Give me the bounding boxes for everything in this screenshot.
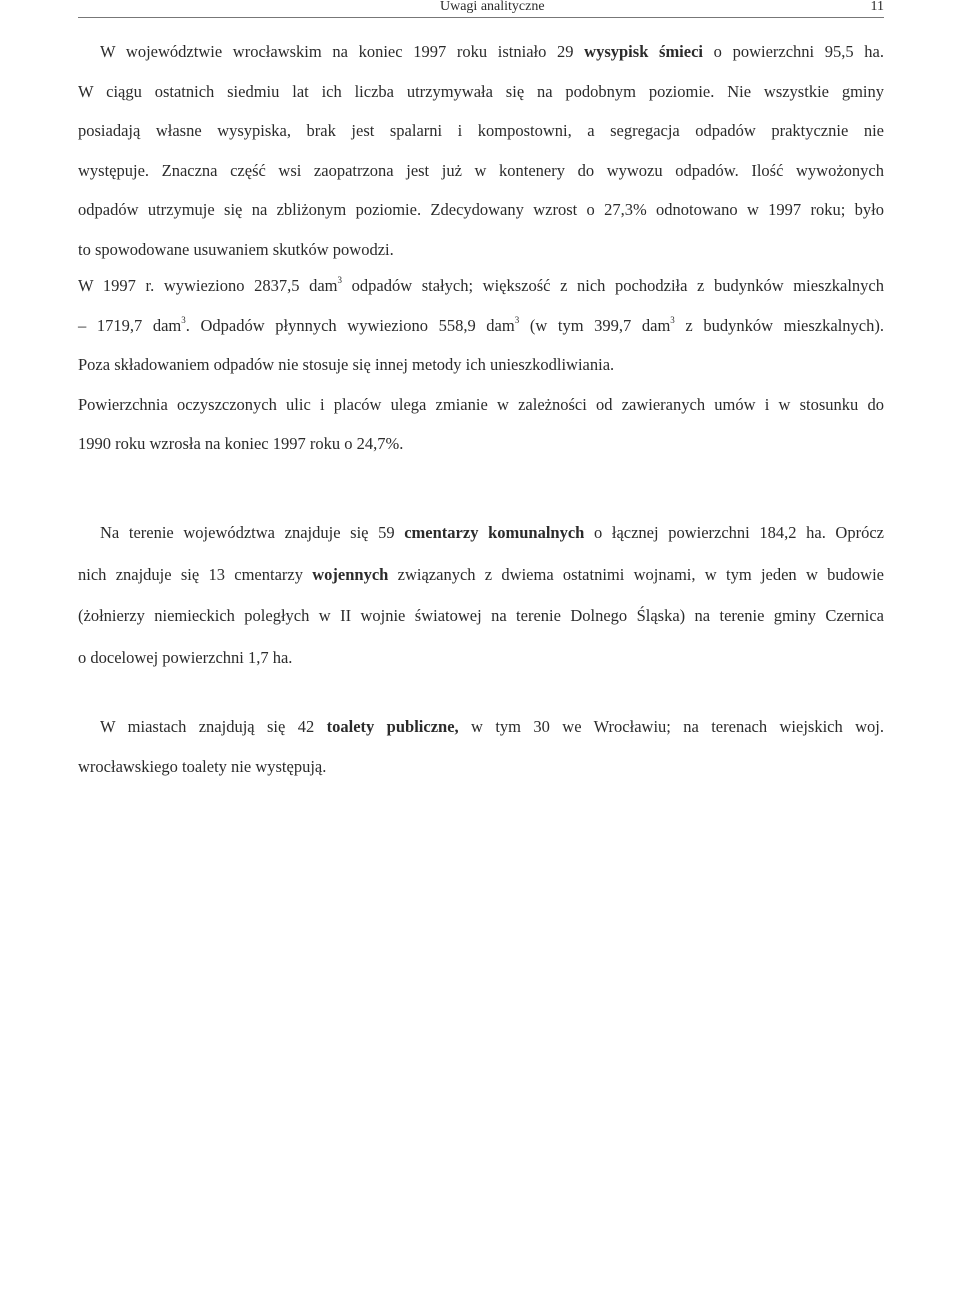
text-line: nich znajduje się 13 cmentarzy wojennych związanych z dwiema ostatnimi wojnami, w tym jeden w budowie: [78, 564, 884, 584]
text-line: to spowodowane usuwaniem skutków powodzi.: [78, 239, 394, 259]
term-municipal-cemeteries: cmentarzy komunalnych: [404, 523, 585, 542]
text-line: (żołnierzy niemieckich poległych w II wojnie światowej na terenie Dolnego Śląska) na terenie gminy Czernica: [78, 606, 884, 625]
text-line: posiadają własne wysypiska, brak jest spalarni i kompostowni, a segregacja odpadów praktycznie nie: [78, 121, 884, 140]
paragraph-cemeteries: [78, 512, 884, 678]
term-public-toilets: toalety publiczne,: [326, 717, 459, 736]
term-war-cemeteries: wojennych: [312, 564, 389, 584]
text-line: Na terenie województwa znajduje się 59 cmentarzy komunalnych o łącznej powierzchni 184,2 ha. Oprócz: [100, 523, 884, 542]
text-line: wrocławskiego toalety nie występują.: [78, 757, 327, 776]
paragraph-waste-removal: [78, 266, 884, 464]
page-number: 11: [870, 0, 884, 14]
text-line: odpadów utrzymuje się na zbliżonym poziomie. Zdecydowany wzrost o 27,3% odnotowano w 1997 roku; było: [78, 200, 884, 219]
header-title: Uwagi analityczne: [440, 0, 545, 14]
term-landfills: wysypisk śmieci: [584, 42, 704, 61]
text-line: W miastach znajdują się 42 toalety publiczne, w tym 30 we Wrocławiu; na terenach wiejskich woj.: [100, 717, 884, 736]
text-line: – 1719,7 dam$^3$. Odpadów płynnych wywieziono 558,9 dam$^3$ (w tym 399,7 dam$^3$ z budynków mieszkalnych).: [78, 314, 884, 335]
paragraph-public-toilets: [78, 707, 884, 787]
text-line: o docelowej powierzchni 1,7 ha.: [78, 647, 293, 667]
text-line: Poza składowaniem odpadów nie stosuje się innej metody ich unieszkodliwiania.: [78, 355, 615, 374]
paragraph-landfills: [78, 32, 884, 269]
text-line: występuje. Znaczna część wsi zaopatrzona jest już w kontenery do wywozu odpadów. Ilość wywożonych: [78, 160, 884, 180]
text-line: W 1997 r. wywieziono 2837,5 dam$^3$ odpadów stałych; większość z nich pochodziła z budynków mieszkalnych: [78, 275, 884, 295]
text-line: W województwie wrocławskim na koniec 1997 roku istniało 29 wysypisk śmieci o powierzchni 95,5 ha.: [100, 42, 885, 61]
running-header: [78, 0, 884, 18]
text-line: Powierzchnia oczyszczonych ulic i placów ulega zmianie w zależności od zawieranych umów i w stosunku do: [78, 394, 884, 414]
text-line: W ciągu ostatnich siedmiu lat ich liczba utrzymywała się na podobnym poziomie. Nie wszystkie gminy: [78, 81, 884, 101]
text-line: 1990 roku wzrosła na koniec 1997 roku o 24,7%.: [78, 434, 404, 453]
